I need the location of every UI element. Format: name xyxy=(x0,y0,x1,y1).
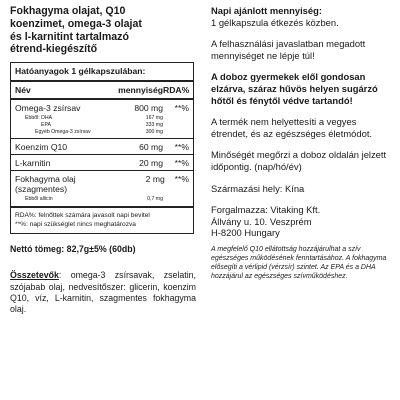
footnote-rda: RDA%: felnőttek számára javasolt napi bevitel xyxy=(15,212,150,220)
ingredients-text: : omega-3 zsírsavak, zselatin, szójabab olaj, nedvesítőszer: glicerin, koenzim Q10, víz, L-karnitin, szagmentes fokhagyma olaj. xyxy=(10,270,196,315)
nutrition-header: Hatóanyagok 1 gélkapszulában: xyxy=(11,63,193,82)
table-subrow xyxy=(11,196,193,206)
dose-section xyxy=(211,5,391,28)
table-subrow xyxy=(11,129,193,138)
nutrient-rda: **% xyxy=(174,158,189,169)
subnutrient-amount: 300 mg xyxy=(145,129,163,136)
nutrition-table xyxy=(10,62,194,234)
subnutrient-name: Ebből allicin xyxy=(25,196,53,203)
ingredients-label: Összetevők xyxy=(10,270,59,281)
right-column xyxy=(211,5,391,281)
nutrient-name: Koenzim Q10 xyxy=(15,142,68,153)
col-amount-header: mennyiség xyxy=(118,85,163,96)
nutrient-amount: 20 mg xyxy=(139,158,163,169)
net-weight: Nettó tömeg: 82,7g±5% (60db) xyxy=(10,244,136,255)
best-before: Minőségét megőrzi a doboz oldalán jelzett időpontig. (nap/hó/év) xyxy=(211,149,387,172)
table-row xyxy=(11,100,193,115)
origin: Származási hely: Kína xyxy=(211,182,305,194)
product-title xyxy=(10,5,196,56)
distributor-street: Állvány u. 10. Veszprém xyxy=(211,215,312,227)
subnutrient-name: EPA xyxy=(41,122,51,129)
table-row xyxy=(11,154,193,170)
col-rda-header: RDA% xyxy=(163,85,190,96)
table-row xyxy=(11,138,193,154)
subnutrient-amount: 167 mg xyxy=(145,115,163,122)
footnote-undefined: **%: napi szükséglet nincs meghatározva xyxy=(15,221,136,229)
title-line: étrend-kiegészítő xyxy=(10,43,98,56)
nutrient-amount: 800 mg xyxy=(134,103,163,114)
subnutrient-amount: 0,7 mg xyxy=(147,196,163,203)
dose-text: 1 gélkapszula étkezés közben. xyxy=(211,16,339,28)
nutrient-name: L-karnitin xyxy=(15,158,51,169)
diet-note: A termék nem helyettesíti a vegyes étrendet, és az egészséges életmódot. xyxy=(211,116,373,139)
table-row xyxy=(11,170,193,196)
nutrient-rda: **% xyxy=(174,142,189,153)
nutrition-column-headers xyxy=(11,82,193,100)
left-column xyxy=(10,5,196,316)
title-line: és l-karnitint tartalmazó xyxy=(10,30,129,43)
distributor-name: Forgalmazza: Vitaking Kft. xyxy=(211,204,321,216)
subnutrient-name: Egyéb Omega-3 zsírsav xyxy=(35,129,91,136)
table-subrow xyxy=(11,115,193,122)
title-line: koenzimet, omega-3 olajat xyxy=(10,17,142,30)
distributor xyxy=(211,204,391,239)
nutrient-name: Fokhagyma olaj (szagmentes) xyxy=(15,174,76,195)
distributor-city: H-8200 Hungary xyxy=(211,227,280,239)
nutrient-rda: **% xyxy=(174,103,189,114)
nutrient-rda: **% xyxy=(174,174,189,185)
nutrient-name: Omega-3 zsírsav xyxy=(15,103,81,114)
nutrient-amount: 2 mg xyxy=(145,174,165,185)
dosage-warning: A felhasználási javaslatban megadott mennyiséget ne lépje túl! xyxy=(211,38,366,61)
nutrition-footnotes xyxy=(11,206,193,233)
storage-warning: A doboz gyermekek elől gondosan elzárva, száraz hűvös helyen sugárzó hőtől és fénytől védve tartandó! xyxy=(211,71,378,106)
nutrient-amount: 60 mg xyxy=(139,142,163,153)
subnutrient-name: Ebből: DHA xyxy=(25,115,53,122)
title-line: Fokhagyma olajat, Q10 xyxy=(10,5,126,17)
health-claim: A megfelelő Q10 ellátottság hozzájárulhat a szív egészséges működésének fenntartásához. A fokhagyma elősegíti a vérlipid (vérzsír) szintet. Az EPA és a DHA hozzájárul az egészséges szívműködéshez. xyxy=(211,245,387,280)
col-name-header: Név xyxy=(15,85,31,96)
ingredients xyxy=(10,270,196,316)
table-subrow xyxy=(11,122,193,129)
subnutrient-amount: 333 mg xyxy=(145,122,163,129)
dose-title: Napi ajánlott mennyiség: xyxy=(211,5,322,16)
